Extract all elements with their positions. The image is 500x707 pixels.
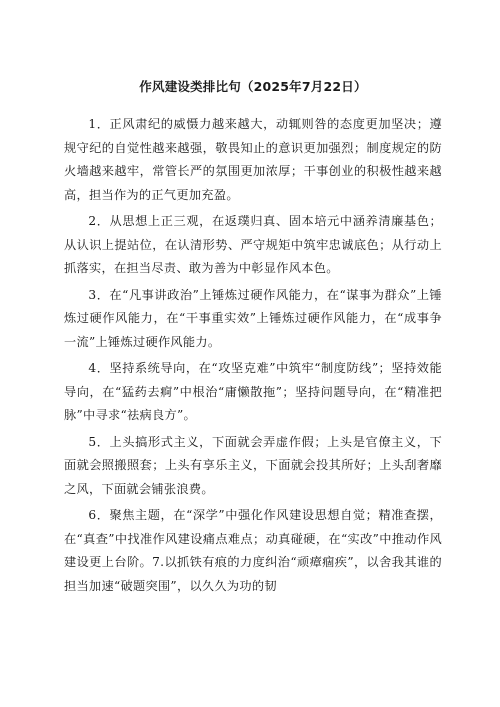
paragraph-1: 1．正风肃纪的威慑力越来越大，动辄则咎的态度更加坚决；遵规守纪的自觉性越来越强，敬畏知止的意识更加强烈；制度规定的防火墙越来越牢，常管长严的氛围更加浓厚；干事创业的积极性越来越高，担当作为的正气更加充盈。 <box>64 117 442 202</box>
document-title: 作风建设类排比句（2025年7月22日） <box>139 79 367 94</box>
paragraph-4: 4．坚持系统导向，在“攻坚克难”中筑牢“制度防线”；坚持效能导向，在“猛药去痾”中根治“庸懒散拖”；坚持问题导向，在“精准把脉”中寻求“祛病良方”。 <box>64 361 442 422</box>
paragraph-5: 5．上头搞形式主义，下面就会弄虚作假；上头是官僚主义，下面就会照搬照套；上头有享乐主义，下面就会投其所好；上头刮奢靡之风，下面就会铺张浪费。 <box>64 434 442 496</box>
paragraph-3: 3．在“凡事讲政治”上锤炼过硬作风能力，在“谋事为群众”上锤炼过硬作风能力，在“干事重实效”上锤炼过硬作风能力，在“成事争一流”上锤炼过硬作风能力。 <box>64 287 442 349</box>
paragraph-2: 2．从思想上正三观，在返璞归真、固本培元中涵养清廉基色；从认识上提站位，在认清形势、严守规矩中筑牢忠诚底色；从行动上抓落实，在担当尽责、敢为善为中彰显作风本色。 <box>64 214 442 275</box>
paragraph-6: 6．聚焦主题，在“深学”中强化作风建设思想自觉；精准查摆，在“真查”中找准作风建设痛点难点；动真碰硬，在“实改”中推动作风建设更上台阶。7.以抓铁有痕的力度纠治“顽瘴痼疾”，以舍我其谁的担当加速“破题突围”，以久久为功的韧 <box>64 508 442 593</box>
